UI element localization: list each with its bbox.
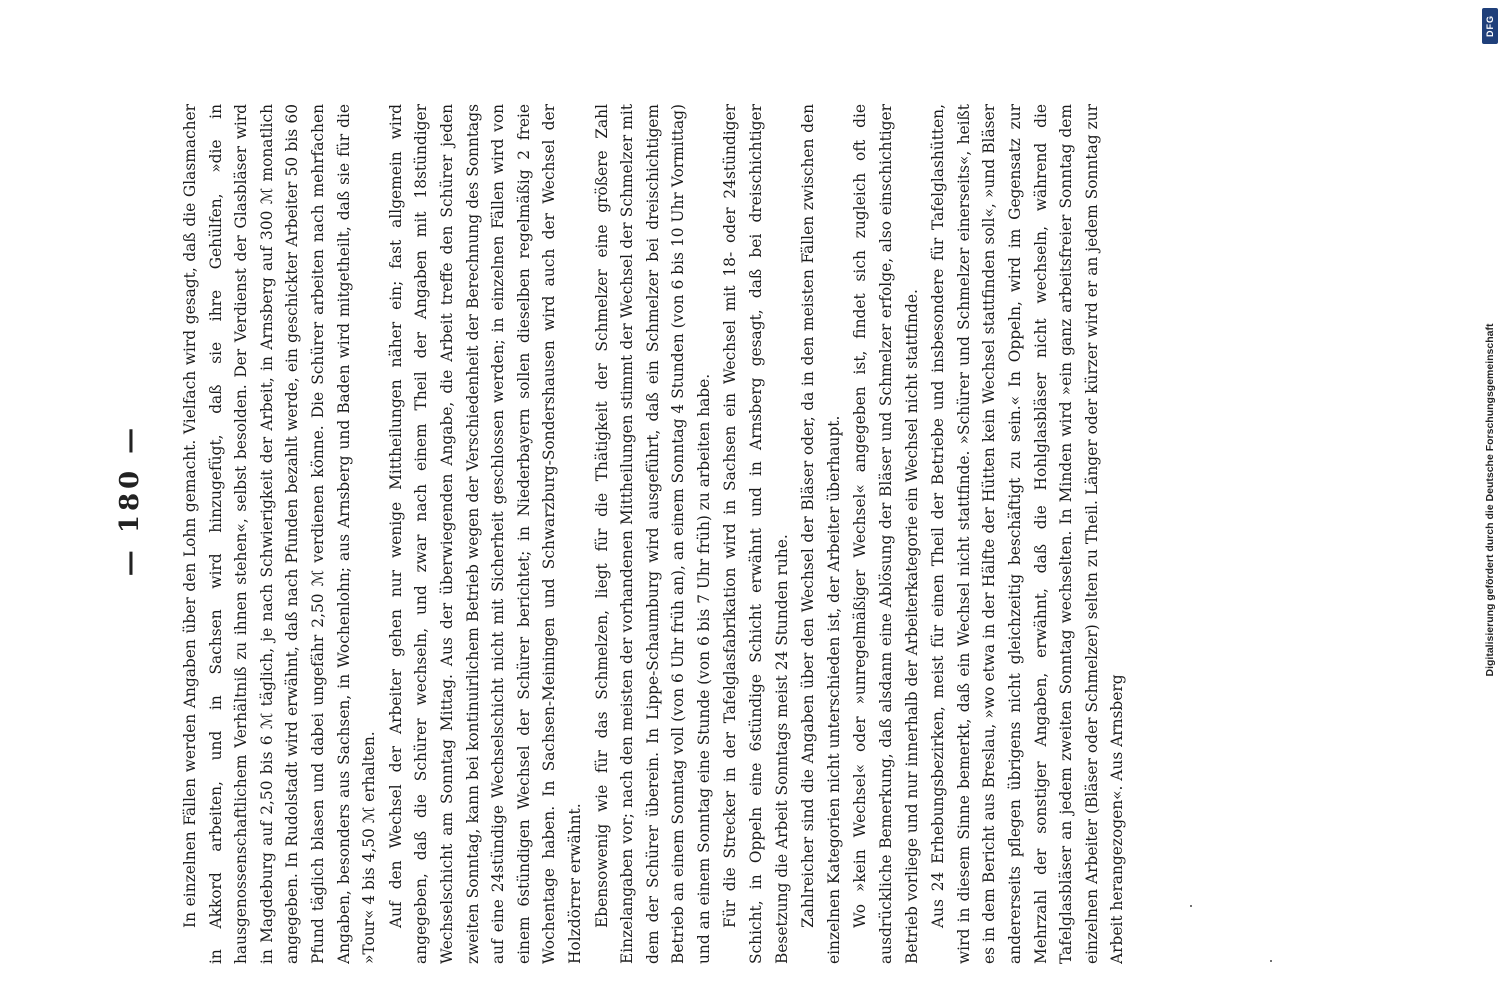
paragraph-smelters: Ebensowenig wie für das Schmelzen, liegt für die Thätigkeit der Schmelzer eine größere Zahl Einzelangaben vor; nach den meisten der vorhandenen Mittheilungen stimmt der Wechsel der Schmelzer mit dem der Schürer überein. In Lippe-Schaumburg wird ausgeführt, daß ein Schmelzer bei dreischichtigem Betrieb an einem Sonntag voll (von 6 Uhr früh an), an einem Sonntag 4 Stunden (von 6 bis 10 Uhr Vormittag) und an einem Sonntag eine Stunde (von 6 bis 7 Uhr früh) zu arbeiten habe.	[592, 104, 713, 964]
paragraph-wages: In einzelnen Fällen werden Angaben über den Lohn gemacht. Vielfach wird gesagt, daß die Glasmacher in Akkord arbeiten, und in Sachsen wird hinzugefügt, daß sie ihre Gehülfen, »die in hausgenossenschaftlichem Verhältniß zu ihnen stehen«, selbst besolden. Der Verdienst der Glasbläser wird in Magdeburg auf 2,50 bis 6 ℳ täglich, je nach Schwierigkeit der Arbeit, in Arnsberg auf 300 ℳ monatlich angegeben. In Rudolstadt wird erwähnt, daß nach Pfunden bezahlt werde, ein geschickter Arbeiter 50 bis 60 Pfund täglich blasen und dabei ungefähr 2,50 ℳ verdienen könne. Die Schürer arbeiten nach mehrfachen Angaben, besonders aus Sachsen, in Wochenlohn; aus Arnsberg und Baden wird mitgetheilt, daß sie für die »Tour« 4 bis 4,50 ℳ erhalten.	[181, 104, 379, 964]
page-body	[178, 104, 1388, 964]
paragraph-stretchers: Für die Strecker in der Tafelglasfabrikation wird in Sachsen ein Wechsel mit 18- oder 24stündiger Schicht, in Oppeln eine 6stündige Schicht erwähnt und in Arnsberg gesagt, daß bei dreischichtiger Besetzung die Arbeit Sonntags meist 24 Stunden ruhe.	[721, 104, 791, 964]
paragraph-blowers: Zahlreicher sind die Angaben über den Wechsel der Bläser oder, da in den meisten Fällen zwischen den einzelnen Kategorien nicht unterschieden ist, der Arbeiter überhaupt.	[799, 104, 843, 964]
rotated-book-page	[100, 0, 1400, 1000]
digitization-credit	[1482, 20, 1498, 980]
scan-speck	[1190, 905, 1192, 907]
paragraph-worker-shift-change: Auf den Wechsel der Arbeiter gehen nur wenige Mittheilungen näher ein; fast allgemein wird angegeben, daß die Schürer wechseln, und zwar nach einem Theil der Angaben mit 18stündiger Wechselschicht am Sonntag Mittag. Aus der überwiegenden Angabe, die Arbeit treffe den Schürer jeden zweiten Sonntag, kann bei kontinuirlichem Betrieb wegen der Verschiedenheit der Berechnung des Sonntags auf eine 24stündige Wechselschicht nicht mit Sicherheit geschlossen werden; in einzelnen Fällen wird von einem 6stündigen Wechsel der Schürer berichtet; in Niederbayern sollen dieselben regelmäßig 2 freie Wochentage haben. In Sachsen-Meiningen und Schwarzburg-Sondershausen wird auch der Wechsel der Holzdörrer erwähnt.	[386, 104, 584, 964]
scan-speck	[1270, 960, 1272, 962]
dfg-logo-text: DFG	[1485, 15, 1495, 37]
paragraph-no-change: Wo »kein Wechsel« oder »unregelmäßiger Wechsel« angegeben ist, findet sich zugleich oft die ausdrückliche Bemerkung, daß alsdann eine Ablösung der Bläser und Schmelzer erfolge, also einschichtiger Betrieb vorliege und nur innerhalb der Arbeiterkategorie ein Wechsel nicht stattfinde.	[851, 104, 921, 964]
paragraph-survey-districts: Aus 24 Erhebungsbezirken, meist für einen Theil der Betriebe und insbesondere für Tafelglashütten, wird in diesem Sinne bemerkt, daß ein Wechsel nicht stattfinde. »Schürer und Schmelzer einerseits«, heißt es in dem Bericht aus Breslau, »wo etwa in der Hälfte der Hütten kein Wechsel stattfinden soll«, »und Bläser andererseits pflegen übrigens nicht gleichzeitig beschäftigt zu sein.« In Oppeln, wird im Gegensatz zur Mehrzahl der sonstiger Angaben, erwähnt, daß die Hohlglasbläser nicht wechseln, während die Tafelglasbläser an jedem zweiten Sonntag wechselten. In Minden wird »ein ganz arbeitsfreier Sonntag dem einzelnen Arbeiter (Bläser oder Schmelzer) selten zu Theil. Länger oder kürzer wird er an jedem Sonntag zur Arbeit herangezogen«. Aus Arnsberg	[929, 104, 1127, 964]
page-header: — 180 —	[115, 423, 145, 577]
digitization-credit-text: Digitalisierung gefördert durch die Deutsche Forschungsgemeinschaft	[1484, 323, 1496, 677]
